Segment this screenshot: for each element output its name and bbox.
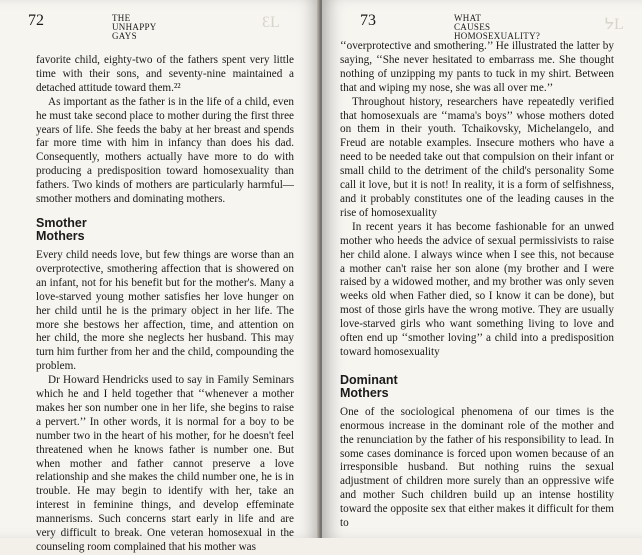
paragraph: Every child needs love, but few things are worse than an overprotective, smothering affection that is showered on an infant, not for his benefit but for the mother's. Many a love-starved young mother satisfies her love hunger on her child until he is the primary object in her life. The more she bestows her affection, time, and attention on her child, the more she neglects her husband. This may turn him further from her and the child, compounding the problem. [36, 248, 294, 373]
paragraph: ‘‘overprotective and smothering.’’ He illustrated the latter by saying, ‘‘She never hesitated to embarrass me. She thought nothing of unzipping my pants to tuck in my shirt. Between that and wiping my nose, she was all over me.’’ [340, 40, 614, 94]
body-text [340, 40, 614, 531]
paragraph: favorite child, eighty-two of the fathers spent very little time with their sons, and seventy-nine maintained a detached attitude toward them.²² [36, 54, 294, 94]
paragraph: Dr Howard Hendricks used to say in Family Seminars which he and I held together that ‘‘whenever a mother makes her son number one in her life, she begins to raise a pervert.’’ In other words, it is normal for a boy to be number two in the heart of his mother, for he doesn't feel threatened when he knows father is number one. But when mother and father cannot preserve a love relationship and she makes the child number one, he is in trouble. He may begin to identify with her, take an interest in feminine things, and develop effeminate mannerisms. Such concerns start early in life and are very difficult to break. One veteran homosexual in the counseling room complained that his mother was [36, 374, 294, 553]
running-head-line: HOMOSEXUALITY? [454, 31, 541, 41]
section-heading-line: Mothers [36, 228, 85, 243]
running-head-line: UNHAPPY [112, 22, 157, 32]
running-head-line: CAUSES [454, 22, 491, 32]
paragraph: Throughout history, researchers have repeatedly verified that homosexuals are ‘‘mama's boys’’ whose mothers doted on them in their youth. Tchaikovsky, Michelangelo, and Freud are notable examples. Insecure mothers who have a need to be needed take out that compulsion on their infant or small child to the detriment of the child's personality Some call it love, but it is not! In reality, it is a form of selfishness, and it probably constitutes one of the leading causes in the rise of homosexuality [340, 95, 614, 219]
body-text [36, 54, 294, 555]
running-head [112, 14, 157, 41]
section-heading-line: Dominant [340, 372, 398, 387]
left-page [0, 0, 320, 553]
section-heading [36, 217, 294, 243]
right-page [322, 0, 642, 538]
paragraph: In recent years it has become fashionable for an unwed mother who heeds the advice of sexual permissivists to raise her child alone. I always wince when I see this, not because a mother can't raise her son alone (my brother and I were raised by a widowed mother, and my brother was only seven weeks old when Father died, so I know it can be done), but most of those girls have the wrong motive. They are usually love-starved girls who want something living to love and often end up ‘‘smother loving’’ a child into a predisposition toward homosexuality [340, 220, 614, 358]
bleed-through: ƐL [262, 14, 280, 31]
running-head-line: GAYS [112, 31, 137, 41]
paragraph: As important as the father is in the life of a child, even he must take second place to mother during the first three years of life. She feeds the baby at her breast and spends far more time with him in infancy than does his dad. Consequently, mothers actually have more to do with producing a predisposition toward homosexuality than fathers. Two kinds of mothers are particularly harmful—smother mothers and dominating mothers. [36, 95, 294, 206]
page-number: 73 [360, 12, 376, 29]
bleed-through: ᔭL [604, 16, 624, 33]
running-head [454, 14, 540, 41]
page-number: 72 [28, 12, 44, 29]
running-head-line: WHAT [454, 13, 482, 23]
section-heading-line: Mothers [340, 385, 389, 400]
section-heading [340, 374, 614, 400]
paragraph: One of the sociological phenomena of our times is the enormous increase in the dominant role of the mother and the renunciation by the father of his responsibility to lead. In some cases dominance is forced upon women because of an irresponsible husband. But nothing ruins the sexual adjustment of children more surely than an oppressive wife and mother Such children build up an intense hostility toward the opposite sex that either makes it difficult for them to [340, 405, 614, 530]
section-heading-line: Smother [36, 215, 87, 230]
running-head-line: THE [112, 13, 131, 23]
